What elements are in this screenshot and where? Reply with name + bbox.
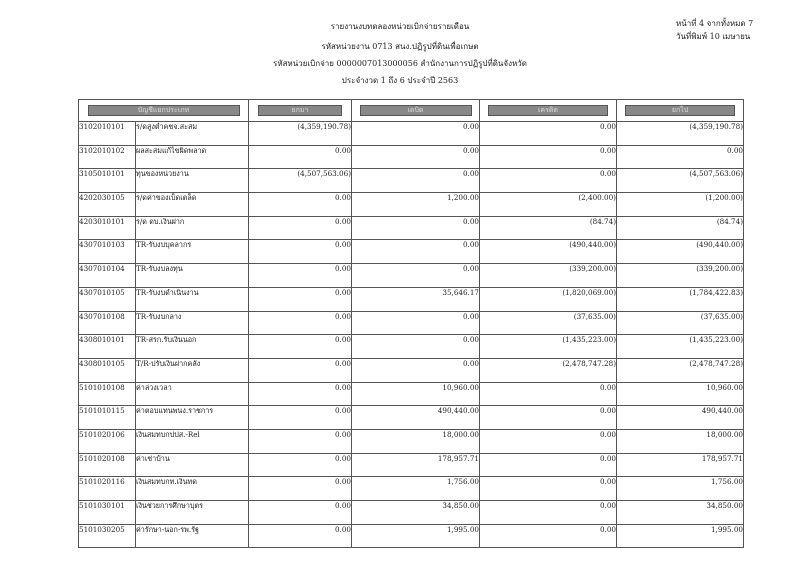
credit-cell: (490,440.00) xyxy=(480,240,617,264)
debit-cell: 34,850.00 xyxy=(352,501,480,525)
debit-cell: 0.00 xyxy=(352,311,480,335)
debit-cell: 0.00 xyxy=(352,169,480,193)
account-code: 5101020108 xyxy=(79,453,136,477)
brought-forward-cell: 0.00 xyxy=(249,145,352,169)
carried-forward-cell: 18,000.00 xyxy=(617,429,744,453)
header-account-label: บัญชีแยกประเภท xyxy=(88,105,240,116)
page-number: หน้าที่ 4 จากทั้งหมด 7 xyxy=(676,19,754,28)
account-name: ร/ดสูงต่ำคชจ.สะสม xyxy=(136,122,249,146)
table-row xyxy=(79,240,744,264)
header-debit xyxy=(352,100,480,122)
carried-forward-cell: 178,957.71 xyxy=(617,453,744,477)
debit-cell: 178,957.71 xyxy=(352,453,480,477)
carried-forward-cell: (4,507,563.06) xyxy=(617,169,744,193)
credit-cell: (2,478,747.28) xyxy=(480,358,617,382)
carried-forward-cell: (339,200.00) xyxy=(617,264,744,288)
header-carried-forward xyxy=(617,100,744,122)
table-row xyxy=(79,216,744,240)
carried-forward-cell: (37,635.00) xyxy=(617,311,744,335)
account-name: TR-สรก.รับเงินนอก xyxy=(136,335,249,359)
credit-cell: (2,400.00) xyxy=(480,193,617,217)
brought-forward-cell: 0.00 xyxy=(249,501,352,525)
account-name: ร/ด ดบ.เงินฝาก xyxy=(136,216,249,240)
credit-cell: 0.00 xyxy=(480,477,617,501)
carried-forward-cell: (1,435,223.00) xyxy=(617,335,744,359)
account-name: TR-รับงบบุคลากร xyxy=(136,240,249,264)
debit-cell: 1,200.00 xyxy=(352,193,480,217)
credit-cell: 0.00 xyxy=(480,382,617,406)
account-code: 5101010108 xyxy=(79,382,136,406)
debit-cell: 0.00 xyxy=(352,216,480,240)
table-row xyxy=(79,311,744,335)
table-row xyxy=(79,264,744,288)
header-account xyxy=(79,100,249,122)
account-code: 3105010101 xyxy=(79,169,136,193)
table-row xyxy=(79,358,744,382)
debit-cell: 1,756.00 xyxy=(352,477,480,501)
debit-cell: 0.00 xyxy=(352,145,480,169)
table-row xyxy=(79,122,744,146)
debit-cell: 0.00 xyxy=(352,240,480,264)
carried-forward-cell: 1,756.00 xyxy=(617,477,744,501)
trial-balance-table xyxy=(78,99,744,548)
account-name: ทุนของหน่วยงาน xyxy=(136,169,249,193)
carried-forward-cell: (84.74) xyxy=(617,216,744,240)
credit-cell: 0.00 xyxy=(480,169,617,193)
account-code: 5101010115 xyxy=(79,406,136,430)
account-code: 5101020106 xyxy=(79,429,136,453)
debit-cell: 490,440.00 xyxy=(352,406,480,430)
account-name: เงินสมทบกท.เงินทด xyxy=(136,477,249,501)
brought-forward-cell: 0.00 xyxy=(249,335,352,359)
debit-cell: 1,995.00 xyxy=(352,524,480,548)
account-code: 4203010101 xyxy=(79,216,136,240)
credit-cell: 0.00 xyxy=(480,122,617,146)
credit-cell: 0.00 xyxy=(480,453,617,477)
table-row xyxy=(79,169,744,193)
account-name: ค่ารักษา-นอก-รพ.รัฐ xyxy=(136,524,249,548)
carried-forward-cell: 10,960.00 xyxy=(617,382,744,406)
account-code: 5101030205 xyxy=(79,524,136,548)
account-code: 5101020116 xyxy=(79,477,136,501)
print-date: วันที่พิมพ์ 10 เมษายน xyxy=(676,32,751,41)
credit-cell: 0.00 xyxy=(480,406,617,430)
header-brought-forward xyxy=(249,100,352,122)
carried-forward-cell: (2,478,747.28) xyxy=(617,358,744,382)
account-code: 3102010101 xyxy=(79,122,136,146)
table-row xyxy=(79,287,744,311)
brought-forward-cell: 0.00 xyxy=(249,193,352,217)
carried-forward-cell: 1,995.00 xyxy=(617,524,744,548)
account-code: 4202030105 xyxy=(79,193,136,217)
account-name: TR-รับงบดำเนินงาน xyxy=(136,287,249,311)
table-row xyxy=(79,382,744,406)
account-name: T/R-ปรับเงินฝากคลัง xyxy=(136,358,249,382)
carried-forward-cell: 0.00 xyxy=(617,145,744,169)
carried-forward-cell: (1,200.00) xyxy=(617,193,744,217)
credit-cell: 0.00 xyxy=(480,501,617,525)
account-code: 4307010108 xyxy=(79,311,136,335)
carried-forward-cell: (4,359,190.78) xyxy=(617,122,744,146)
brought-forward-cell: 0.00 xyxy=(249,240,352,264)
header-credit-label: เครดิต xyxy=(488,105,608,116)
carried-forward-cell: (490,440.00) xyxy=(617,240,744,264)
carried-forward-cell: (1,784,422.83) xyxy=(617,287,744,311)
report-period: ประจำงวด 1 ถึง 6 ประจำปี 2563 xyxy=(341,76,459,85)
carried-forward-cell: 34,850.00 xyxy=(617,501,744,525)
table-row xyxy=(79,453,744,477)
credit-cell: 0.00 xyxy=(480,524,617,548)
debit-cell: 35,646.17 xyxy=(352,287,480,311)
brought-forward-cell: (4,359,190.78) xyxy=(249,122,352,146)
account-code: 3102010102 xyxy=(79,145,136,169)
table-row xyxy=(79,501,744,525)
table-row xyxy=(79,477,744,501)
brought-forward-cell: 0.00 xyxy=(249,382,352,406)
brought-forward-cell: 0.00 xyxy=(249,216,352,240)
credit-cell: (1,820,069.00) xyxy=(480,287,617,311)
debit-cell: 18,000.00 xyxy=(352,429,480,453)
table-row xyxy=(79,429,744,453)
brought-forward-cell: 0.00 xyxy=(249,406,352,430)
brought-forward-cell: 0.00 xyxy=(249,311,352,335)
credit-cell: 0.00 xyxy=(480,145,617,169)
brought-forward-cell: 0.00 xyxy=(249,358,352,382)
report-title: รายงานงบทดลองหน่วยเบิกจ่ายรายเดือน xyxy=(330,22,470,31)
account-name: เงินสมทบกปปส.-Rel xyxy=(136,429,249,453)
header-debit-label: เดบิต xyxy=(360,105,472,116)
credit-cell: (1,435,223.00) xyxy=(480,335,617,359)
brought-forward-cell: 0.00 xyxy=(249,477,352,501)
account-name: ค่าเช่าบ้าน xyxy=(136,453,249,477)
carried-forward-cell: 490,440.00 xyxy=(617,406,744,430)
account-code: 4307010103 xyxy=(79,240,136,264)
agency-code-line: รหัสหน่วยงาน 0713 สนง.ปฏิรูปที่ดินเพื่อเกษต xyxy=(321,42,479,51)
account-code: 4307010105 xyxy=(79,287,136,311)
debit-cell: 10,960.00 xyxy=(352,382,480,406)
table-row xyxy=(79,406,744,430)
table-row xyxy=(79,335,744,359)
credit-cell: (37,635.00) xyxy=(480,311,617,335)
debit-cell: 0.00 xyxy=(352,264,480,288)
account-code: 5101030101 xyxy=(79,501,136,525)
disbursement-unit-line: รหัสหน่วยเบิกจ่าย 0000007013000056 สำนักงานการปฏิรูปที่ดินจังหวัด xyxy=(273,59,527,68)
table-row xyxy=(79,524,744,548)
brought-forward-cell: 0.00 xyxy=(249,264,352,288)
account-name: ค่าตอบแทนพนง.ราชการ xyxy=(136,406,249,430)
account-name: ค่าล่วงเวลา xyxy=(136,382,249,406)
brought-forward-cell: 0.00 xyxy=(249,429,352,453)
account-name: TR-รับงบลงทุน xyxy=(136,264,249,288)
brought-forward-cell: 0.00 xyxy=(249,453,352,477)
account-name: TR-รับงบกลาง xyxy=(136,311,249,335)
brought-forward-cell: 0.00 xyxy=(249,287,352,311)
brought-forward-cell: (4,507,563.06) xyxy=(249,169,352,193)
account-name: เงินช่วยการศึกษาบุตร xyxy=(136,501,249,525)
brought-forward-cell: 0.00 xyxy=(249,524,352,548)
debit-cell: 0.00 xyxy=(352,335,480,359)
credit-cell: (84.74) xyxy=(480,216,617,240)
account-code: 4308010101 xyxy=(79,335,136,359)
credit-cell: (339,200.00) xyxy=(480,264,617,288)
account-code: 4307010104 xyxy=(79,264,136,288)
account-code: 4308010105 xyxy=(79,358,136,382)
debit-cell: 0.00 xyxy=(352,358,480,382)
debit-cell: 0.00 xyxy=(352,122,480,146)
account-name: ผลสะสมแก้ไขผิดพลาด xyxy=(136,145,249,169)
table-header-row xyxy=(79,100,744,122)
table-row xyxy=(79,145,744,169)
header-credit xyxy=(480,100,617,122)
header-brought-forward-label: ยกมา xyxy=(258,105,342,116)
header-carried-forward-label: ยกไป xyxy=(625,105,735,116)
account-name: ร/ดค่าของเบ็ดเตล็ด xyxy=(136,193,249,217)
table-row xyxy=(79,193,744,217)
credit-cell: 0.00 xyxy=(480,429,617,453)
